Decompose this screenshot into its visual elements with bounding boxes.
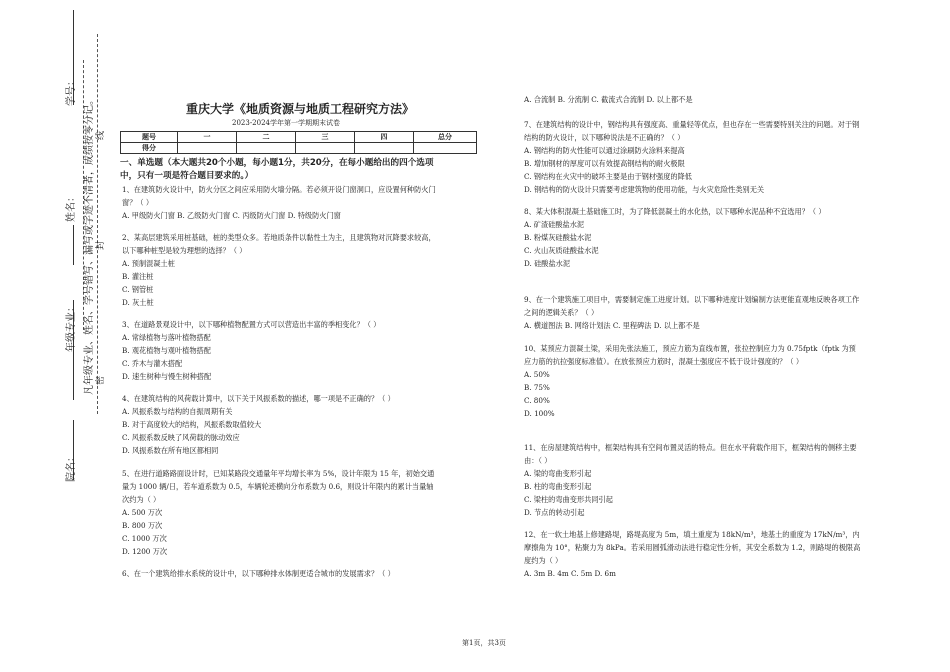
question-option: B. 灌注桩 bbox=[122, 272, 154, 281]
question-6 bbox=[122, 567, 438, 580]
binding-notice: 凡年级专业、姓名、学号错写、漏写或字迹不清者，成绩按零分记。 bbox=[84, 95, 95, 395]
question-12 bbox=[524, 528, 862, 580]
question-stem: 11、在房屋建筑结构中，框架结构具有空间布置灵活的特点。但在水平荷载作用下，框架结构的侧移主要由：（ ） bbox=[524, 443, 857, 465]
major-label: 年级专业： bbox=[66, 302, 77, 352]
question-option: D. 钢结构的防火设计只需要考虑建筑物的使用功能，与火灾危险性类别无关 bbox=[524, 185, 765, 194]
question-option: A. 梁的弯曲变形引起 bbox=[524, 469, 592, 478]
question-option: C. 火山灰质硅酸盐水泥 bbox=[524, 246, 599, 255]
score-table bbox=[120, 131, 477, 154]
binding-margin bbox=[0, 0, 110, 672]
question-3 bbox=[122, 318, 438, 383]
question-10 bbox=[524, 342, 862, 420]
question-4 bbox=[122, 392, 438, 457]
page-footer: 第1页，共3页 bbox=[462, 639, 506, 647]
score-header-cell: 三 bbox=[296, 132, 355, 143]
score-header-cell: 二 bbox=[237, 132, 296, 143]
question-5 bbox=[122, 467, 438, 558]
question-stem: 7、在建筑结构的设计中，钢结构具有强度高、重量轻等优点，但也存在一些需要特别关注的问题。对于钢结构的防火设计，以下哪种说法是不正确的？（ ） bbox=[524, 120, 860, 142]
question-option: B. 对于高度较大的结构，风振系数取值较大 bbox=[122, 420, 262, 429]
question-option: D. 硅酸盐水泥 bbox=[524, 259, 571, 268]
question-option: C. 梁柱的弯曲变形共同引起 bbox=[524, 495, 613, 504]
question-option: C. 钢管桩 bbox=[122, 285, 154, 294]
question-stem: 8、某大体积混凝土基础施工时，为了降低混凝土的水化热，以下哪种水泥品种不宜选用？（ ） bbox=[524, 207, 826, 216]
question-option: D. 节点的转动引起 bbox=[524, 508, 585, 517]
question-option: A. 50% bbox=[524, 370, 550, 379]
question-option: B. 75% bbox=[524, 383, 550, 392]
question-stem: 1、在建筑防火设计中，防火分区之间应采用防火墙分隔。若必须开设门窗洞口，应设置何种防火门窗？（ ） bbox=[122, 185, 436, 207]
underline-name bbox=[73, 225, 74, 265]
question-option: A. 矿渣硅酸盐水泥 bbox=[524, 220, 585, 229]
question-option: B. 观花植物与观叶植物搭配 bbox=[122, 346, 211, 355]
question-option: A. 合流制 B. 分流制 C. 截流式合流制 D. 以上都不是 bbox=[524, 95, 693, 104]
score-table-header-row bbox=[121, 132, 477, 143]
score-cell[interactable] bbox=[178, 143, 237, 154]
question-11 bbox=[524, 441, 862, 519]
question-9 bbox=[524, 293, 862, 332]
question-stem: 2、某高层建筑采用桩基础，桩的类型众多。若地质条件以黏性土为主，且建筑物对沉降要求较高，以下哪种桩型是较为理想的选择？（ ） bbox=[122, 233, 436, 255]
question-option: C. 乔木与灌木搭配 bbox=[122, 359, 183, 368]
question-8 bbox=[524, 205, 862, 270]
school-label: 院名： bbox=[66, 452, 77, 482]
question-stem: 3、在道路景观设计中，以下哪种植物配置方式可以营造出丰富的季相变化？（ ） bbox=[122, 320, 381, 329]
score-header-cell: 四 bbox=[355, 132, 414, 143]
score-header-cell: 总分 bbox=[414, 132, 477, 143]
score-cell[interactable] bbox=[355, 143, 414, 154]
question-option: B. 柱的弯曲变形引起 bbox=[524, 482, 592, 491]
seal-char-2: 封 bbox=[96, 240, 106, 250]
score-cell[interactable] bbox=[414, 143, 477, 154]
question-option: D. 风振系数在所有地区都相同 bbox=[122, 446, 219, 455]
question-option: C. 钢结构在火灾中的破坏主要是由于钢材强度的降低 bbox=[524, 172, 692, 181]
question-option: B. 800 万次 bbox=[122, 521, 163, 530]
question-option: C. 80% bbox=[524, 396, 550, 405]
question-1 bbox=[122, 183, 438, 222]
question-stem: 12、在一软土地基上修建路堤，路堤高度为 5m，填土重度为 18kN/m³，地基土的重度为 17kN/m³，内摩擦角为 10°，粘聚力为 8kPa。若采用圆弧滑动法进行稳定性分析，其安全系数为 1.2，则路堤的极限高度约为（ ） bbox=[524, 530, 861, 565]
question-stem: 4、在建筑结构的风荷载计算中，以下关于风振系数的描述，哪一项是不正确的？（ ） bbox=[122, 394, 395, 403]
score-cell[interactable] bbox=[296, 143, 355, 154]
question-stem: 10、某预应力混凝土梁，采用先张法施工，预应力筋为直线布置，张拉控制应力为 0.75fptk（fptk 为预应力筋的抗拉强度标准值）。在放张预应力筋时，混凝土强度应不低于设计强度的？（ ） bbox=[524, 344, 856, 366]
question-6-options bbox=[524, 93, 862, 106]
question-option: B. 粉煤灰硅酸盐水泥 bbox=[524, 233, 592, 242]
score-row-label: 得分 bbox=[121, 143, 178, 154]
exam-title: 重庆大学《地质资源与地质工程研究方法》 bbox=[186, 102, 415, 116]
question-option: A. 500 万次 bbox=[122, 508, 163, 517]
seal-char-1: 密 bbox=[96, 375, 106, 385]
seal-char-3: 线 bbox=[96, 130, 106, 140]
question-option: A. 预制混凝土桩 bbox=[122, 259, 175, 268]
score-table-score-row bbox=[121, 143, 477, 154]
question-option: A. 横道图法 B. 网络计划法 C. 里程碑法 D. 以上都不是 bbox=[524, 321, 700, 330]
question-option: A. 3m B. 4m C. 5m D. 6m bbox=[524, 569, 616, 578]
question-stem: 6、在一个建筑给排水系统的设计中，以下哪种排水体制更适合城市的发展需求？（ ） bbox=[122, 569, 395, 578]
question-option: D. 灰土桩 bbox=[122, 298, 154, 307]
student-no-label: 学号： bbox=[66, 76, 77, 106]
cut-line bbox=[97, 34, 98, 414]
question-option: D. 1200 万次 bbox=[122, 547, 168, 556]
score-header-cell: 一 bbox=[178, 132, 237, 143]
score-header-cell: 题号 bbox=[121, 132, 178, 143]
question-7 bbox=[524, 118, 862, 196]
question-stem: 5、在进行道路路面设计时，已知某路段交通量年平均增长率为 5%，设计年限为 15 年，初始交通量为 1000 辆/日，若车道系数为 0.5，车辆轮迹横向分布系数为 0.6，则设计年限内的累计当量轴次约为（ ） bbox=[122, 469, 435, 504]
question-option: D. 速生树种与慢生树种搭配 bbox=[122, 372, 212, 381]
score-cell[interactable] bbox=[237, 143, 296, 154]
question-option: A. 甲级防火门窗 B. 乙级防火门窗 C. 丙级防火门窗 D. 特级防火门窗 bbox=[122, 211, 341, 220]
section-heading: 一、单选题（本大题共20个小题，每小题1分，共20分，在每小题给出的四个选项中，只有一项是符合题目要求的。） bbox=[120, 158, 434, 181]
name-label: 姓名： bbox=[66, 192, 77, 222]
question-option: B. 增加钢材的厚度可以有效提高钢结构的耐火极限 bbox=[524, 159, 685, 168]
exam-subtitle: 2023-2024学年第一学期期末试卷 bbox=[232, 119, 340, 127]
question-option: C. 1000 万次 bbox=[122, 534, 167, 543]
question-option: A. 风振系数与结构的自振周期有关 bbox=[122, 407, 233, 416]
question-option: A. 钢结构的防火性能可以通过涂刷防火涂料来提高 bbox=[524, 146, 685, 155]
question-2 bbox=[122, 231, 438, 309]
question-stem: 9、在一个建筑施工项目中，需要制定施工进度计划。以下哪种进度计划编制方法更能直观地反映各项工作之间的逻辑关系？（ ） bbox=[524, 295, 860, 317]
question-option: A. 常绿植物与落叶植物搭配 bbox=[122, 333, 211, 342]
question-option: D. 100% bbox=[524, 409, 555, 418]
question-option: C. 风振系数反映了风荷载的脉动效应 bbox=[122, 433, 240, 442]
